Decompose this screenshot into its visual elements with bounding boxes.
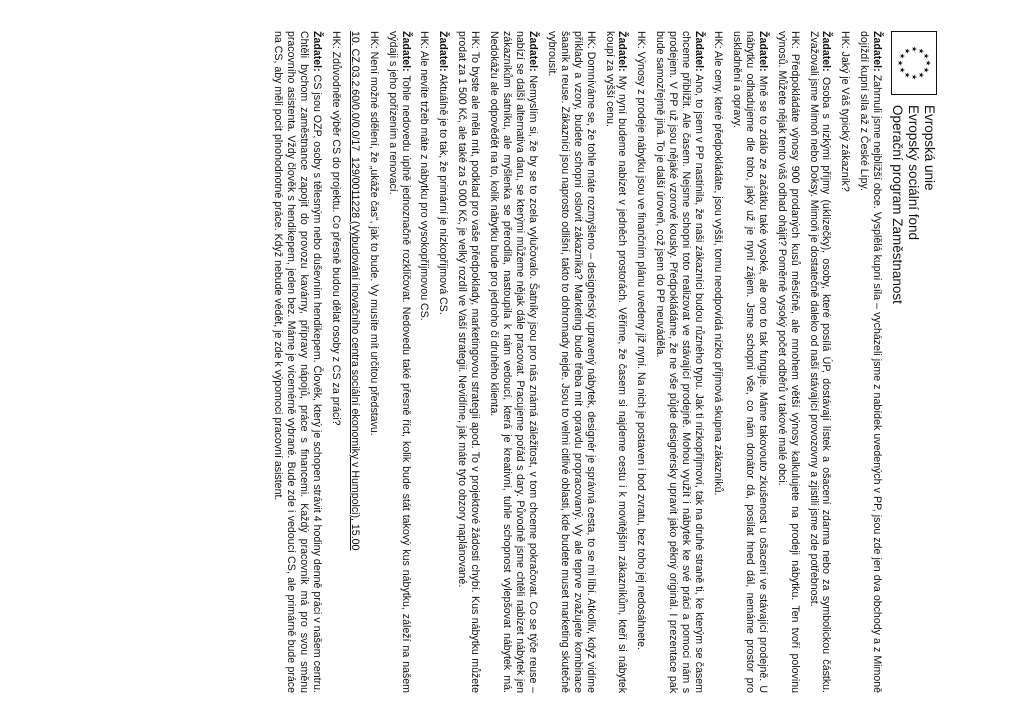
- dialogue-paragraph: [634, 31, 647, 693]
- dialogue-paragraph: [730, 31, 769, 693]
- dialogue-paragraph: [437, 31, 450, 693]
- document-header: [889, 31, 937, 693]
- speaker-label: Žadatel:: [399, 30, 412, 72]
- document-body: [271, 31, 883, 693]
- svg-text:★: ★: [910, 73, 918, 80]
- paragraph-text: HK: Výnosy z prodeje nábytku jsou ve finančním plánu uvedeny již nyní. Na nich je postaven i bod zvratu, bez toho jej nedosáhnete.: [635, 30, 648, 650]
- paragraph-text: 10. CZ.03.2.60/0.0/0.0/17_129/0011228 (Vybudování inovačního centra sociální ekonomiky v Humpolci), 15.00: [348, 30, 361, 550]
- speaker-label: Žadatel:: [820, 30, 833, 72]
- paragraph-text: HK: Ale nevíte tržeb máte z nábytku pro vysokopříjmovou CS.: [418, 30, 431, 321]
- svg-text:★: ★: [896, 59, 904, 66]
- dialogue-paragraph: [418, 31, 431, 693]
- dialogue-paragraph: [807, 31, 833, 693]
- dialogue-paragraph: [603, 31, 629, 693]
- paragraph-text: HK: Jaký je Váš typický zákazník?: [839, 30, 852, 192]
- paragraph-text: HK: Předpokládáte výnosy 900 prodaných kusů měsíčně, ale mnohem větší výnosy kalkulujete na prodeji nábytku. Ten tvoří polovinu výnosů. Můžete nějak tento váš odhad ohájit? Poměrně vysoký počet odběrů v takové malé obci.: [775, 30, 801, 693]
- svg-text:★: ★: [922, 52, 930, 59]
- dialogue-paragraph: [329, 31, 342, 693]
- speaker-label: Žadatel:: [616, 30, 629, 72]
- paragraph-text: CS jsou OZP, osoby s tělesným nebo duševním hendikepem. Člověk, který je schopen strávit 4 hodiny denně práci v našem centru. Chtěli bychom zaměstnance zapojit do provozu kavárny, přípravy nápojů, práce s financemi. Každý pracovník má pro svou směnu pracovního asistenta. Vždy člověk s hendikepem, jeden bez. Máme je vícemérně vybrané. Bude zde i vedoucí CS, ale primárně bude práce na CS, aby měli pocit plnohodnotné práce. Když nebude vědět, je zde k výpomoci pracovní asistent.: [272, 30, 323, 693]
- paragraph-text: Mně se to zdálo ze začátku také vysoké, ale ono to tak funguje. Máme takovouto zkušenost u ošacení ve stávající prodejně. U nábytku odhadujeme dle toho, jaký už je nyní zájem. Jsme schopni vše, co nám donátor dá, posílat hned dál, nemáme prostor pro uskladnění a opravy.: [730, 30, 769, 693]
- dialogue-paragraph: [271, 31, 323, 693]
- svg-text:★: ★: [922, 66, 930, 73]
- speaker-label: Žadatel:: [871, 30, 884, 72]
- speaker-label: Žadatel:: [526, 30, 539, 72]
- paragraph-text: Nemyslím si, že by se to zcela vylučovalo. Šatníky jsou pro nás známá záležitost, v tom chceme pokračovat. Co se týče reuse – nabízí se další alternativa daru, se kterými můžeme nějak dále pracovat. Pracujeme pořád s dary. Původně jsme chtěli nabízet nábytek jen zákazníkům šatníku, ale myšlenka se přerodila, nastoupila k nám vedoucí, která je kreativní, tuhle schopnost vylepšovat nábytek má. Nedokážu ale odpovědět na to, kolik nábytku bude pro jednoho či druhého klienta.: [488, 30, 539, 693]
- paragraph-text: Zahrnuli jsme nejbližší obce. Vysplělá kupní síla – vycházeli jsme z nabídek uvedených v PP, jsou zde jen dva obchody a z Mimoně dojíždí kupní síla až z České Lípy.: [858, 30, 884, 693]
- dialogue-paragraph: [838, 31, 851, 693]
- paragraph-text: Osoba s nízkými příjmy (uklízečky), osoby, které posílá ÚP, dostávají lístek a ošacení zdarma nebo za symbolickou částku. Zvažovali jsme Mimoň nebo Doksy. Mimoň je dostatečně daleko od naší stávající provozovny a zjistili jsme zde potřebnost.: [807, 30, 833, 693]
- dialogue-paragraph: [857, 31, 883, 693]
- svg-text:★: ★: [898, 66, 906, 73]
- paragraph-text: My nyní budeme nabízet v jedněch prostorách. Věříme, že časem si najdeme cestu i k movitějším zákazníkům, kteří si nábytek koupí za vyšší cenu.: [603, 30, 629, 693]
- svg-text:★: ★: [917, 47, 925, 54]
- paragraph-text: Tohle nedovedu úplně jednoznačně rozklíčovat. Nedovedu také přesně říct, kolik bude stát takový kus nábytku, záleží na našem výdaji s jeho pořízením a renovací.: [386, 30, 412, 693]
- document-page: [77, 17, 947, 707]
- dialogue-paragraph: [455, 31, 481, 693]
- header-line-program: Operační program Zaměstnanost: [890, 104, 906, 304]
- project-reference: [348, 31, 361, 693]
- dialogue-paragraph: [775, 31, 801, 693]
- svg-text:★: ★: [903, 47, 911, 54]
- svg-text:★: ★: [903, 71, 911, 78]
- paragraph-text: HK: Zdůvodněte výběr CS do projektu. Co přesně budou dělat osoby z CS za práci?: [329, 30, 342, 426]
- speaker-label: Žadatel:: [310, 30, 323, 72]
- paragraph-text: Aktuálně je to tak, že primární je nízkopříjmová CS.: [437, 71, 450, 315]
- paragraph-text: HK: To byste ale měla mít, podklad pro vaše předpoklady, marketingovou strategii apod. To v projektové žádosti chybí. Kus nábytku můžete prodat za 1 500 Kč, ale také za 5 000 Kč, je velký rozdíl ve Vaší strategii. Nevidíme, jak máte tyto obzory naplánované.: [456, 30, 482, 693]
- header-line-eu: Evropská unie: [922, 104, 937, 191]
- eu-flag-icon: [891, 31, 937, 95]
- dialogue-paragraph: [653, 31, 705, 693]
- dialogue-paragraph: [487, 31, 539, 693]
- svg-text:★: ★: [917, 71, 925, 78]
- speaker-label: Žadatel:: [756, 30, 769, 72]
- dialogue-paragraph: [386, 31, 412, 693]
- speaker-label: Žadatel:: [437, 30, 450, 72]
- paragraph-text: HK: Ale ceny, které předpokládáte, jsou vyšší, tomu neodpovídá nízko příjmová skupina zákazníků.: [712, 30, 725, 495]
- paragraph-text: HK: Domníváme se, že tohle máte rozmyšleno – designérský upravený nábytek, designér je správná cesta, to se mi líbí. Atkolliv, když vidíme příklady a vzory, budete schopni oslovit zákazníka? Marketing bude třeba mít opravdu propracovaný. Vy ale teprve zvažujete kombinace šaaník a reuse. Zákazníci jsou naprosto odlišní, takto to dohromady nejde. Jsou to velmi citlivé oblasti, kde budete muset marketing skutečně vybrousit.: [545, 30, 597, 693]
- svg-text:★: ★: [924, 59, 932, 66]
- dialogue-paragraph: [367, 31, 380, 693]
- svg-text:★: ★: [898, 52, 906, 59]
- speaker-label: Žadatel:: [693, 30, 706, 72]
- paragraph-text: HK: Není možné sdělení, že „ukáže čas“, jak to bude. Vy musíte mít určitou představu.: [367, 30, 380, 436]
- dialogue-paragraph: [545, 31, 597, 693]
- svg-text:★: ★: [910, 45, 918, 52]
- dialogue-paragraph: [711, 31, 724, 693]
- header-line-esf: Evropský sociální fond: [906, 104, 922, 240]
- paragraph-text: Ano, to jsem v PP nastínila, že naši zákazníci budou různého typu. Jak ti nízkopříjmoví, tak na druhé straně ti, ke kterým se časem chceme přiblížit. Ale časem. Nejsme schopni toto realizovat ve stávající prodejně. Mohou využít i nábytek ke své práci a pomoci nám s prodejem. V PP už jsou nějaké vzorové kousky. Předpokládáme, že ne vše půjde designérsky upravit jako pěkný originál. I prezentace pak bude samozřejmě jiná. To je další úroveň, což jsem do PP neuváděla.: [654, 30, 706, 693]
- header-text: [889, 105, 937, 304]
